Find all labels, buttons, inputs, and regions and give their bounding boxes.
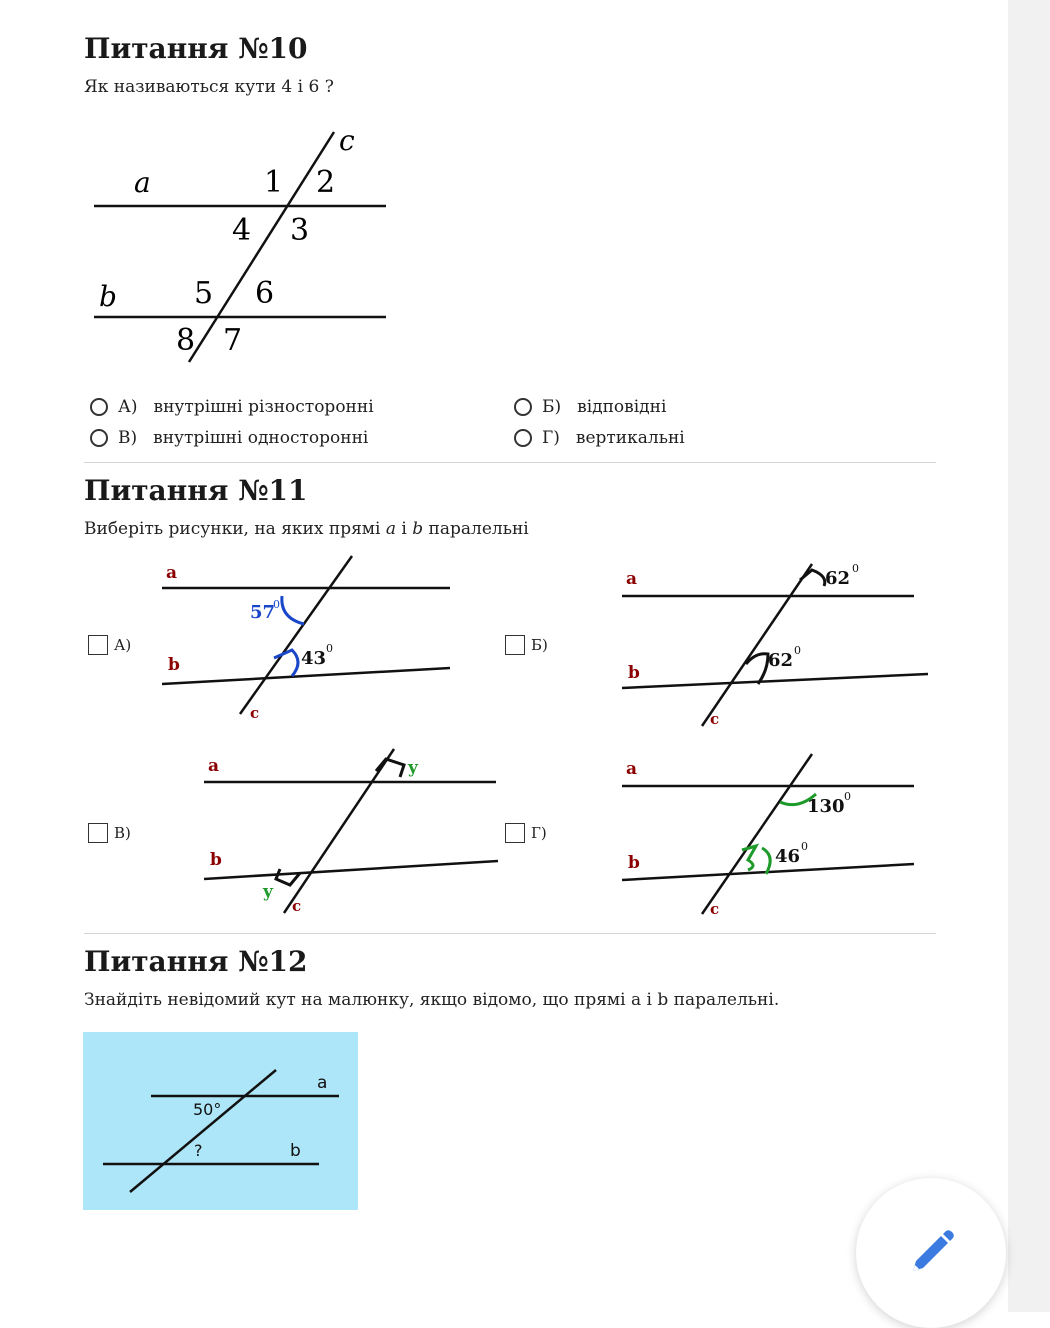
- svg-text:a: a: [208, 756, 220, 776]
- svg-text:c: c: [710, 710, 720, 728]
- q12-title: Питання №12: [84, 945, 308, 978]
- q10-label-4: 4: [232, 213, 252, 248]
- q10-label-6: 6: [255, 276, 275, 311]
- q10-label-3: 3: [290, 213, 310, 248]
- q11-figure-b: [618, 556, 933, 736]
- page-edge: [1008, 0, 1050, 1312]
- q10-label-8: 8: [176, 323, 196, 358]
- svg-text:0: 0: [852, 562, 859, 575]
- radio-icon[interactable]: [514, 398, 532, 416]
- q10-label-c: c: [339, 124, 355, 157]
- pencil-icon: [903, 1225, 959, 1281]
- svg-text:0: 0: [801, 840, 808, 853]
- q10-label-2: 2: [316, 165, 336, 200]
- divider: [84, 933, 936, 934]
- q11-title: Питання №11: [84, 474, 308, 507]
- svg-text:a: a: [317, 1073, 328, 1093]
- svg-text:b: b: [628, 663, 640, 683]
- radio-icon[interactable]: [514, 429, 532, 447]
- svg-text:c: c: [292, 897, 302, 915]
- q10-option-a[interactable]: А) внутрішні різносторонні: [90, 397, 374, 417]
- svg-text:130: 130: [807, 796, 845, 817]
- q10-option-b[interactable]: Б) відповідні: [514, 397, 666, 417]
- svg-text:y: y: [263, 882, 273, 902]
- q10-label-a: a: [134, 166, 151, 199]
- svg-text:a: a: [626, 569, 638, 589]
- q10-title: Питання №10: [84, 32, 308, 65]
- q11-figure-c: [200, 745, 505, 920]
- edit-fab-button[interactable]: [856, 1178, 1006, 1328]
- divider: [84, 462, 936, 463]
- radio-icon[interactable]: [90, 429, 108, 447]
- q11-text: Виберіть рисунки, на яких прямі a і b паралельні: [84, 519, 529, 539]
- svg-text:b: b: [210, 850, 222, 870]
- q11-option-a[interactable]: А): [88, 635, 131, 655]
- checkbox-icon[interactable]: [88, 823, 108, 843]
- q10-label-5: 5: [194, 276, 214, 311]
- svg-text:0: 0: [844, 790, 851, 803]
- q10-figure: [84, 120, 404, 365]
- svg-text:c: c: [710, 900, 720, 918]
- svg-text:0: 0: [326, 642, 333, 655]
- q10-option-c[interactable]: В) внутрішні односторонні: [90, 428, 368, 448]
- checkbox-icon[interactable]: [505, 635, 525, 655]
- q11-figure-d: [618, 750, 933, 925]
- svg-text:?: ?: [194, 1141, 203, 1160]
- q10-text: Як називаються кути 4 і 6 ?: [84, 77, 334, 97]
- checkbox-icon[interactable]: [88, 635, 108, 655]
- q10-label-7: 7: [223, 323, 243, 358]
- q11-option-c[interactable]: В): [88, 823, 131, 843]
- svg-text:b: b: [290, 1141, 301, 1161]
- q11-figure-a: [158, 552, 458, 727]
- svg-text:0: 0: [273, 598, 280, 611]
- svg-text:a: a: [166, 563, 178, 583]
- q11-option-d[interactable]: Г): [505, 823, 547, 843]
- q10-label-1: 1: [264, 165, 284, 200]
- q10-option-d[interactable]: Г) вертикальні: [514, 428, 685, 448]
- q12-text: Знайдіть невідомий кут на малюнку, якщо відомо, що прямі a і b паралельні.: [84, 990, 780, 1010]
- q10-label-b: b: [99, 280, 117, 313]
- svg-text:b: b: [628, 853, 640, 873]
- svg-text:y: y: [408, 758, 418, 778]
- q11-var-b: b: [412, 519, 424, 539]
- svg-text:c: c: [250, 704, 260, 722]
- svg-text:43: 43: [301, 648, 327, 669]
- q11-var-a: a: [385, 519, 397, 539]
- svg-text:a: a: [626, 759, 638, 779]
- svg-text:0: 0: [794, 644, 801, 657]
- svg-text:62: 62: [825, 568, 851, 589]
- svg-text:62: 62: [768, 650, 794, 671]
- q12-figure: [83, 1032, 358, 1210]
- svg-text:b: b: [168, 655, 180, 675]
- svg-text:46: 46: [775, 846, 801, 867]
- radio-icon[interactable]: [90, 398, 108, 416]
- q11-option-b[interactable]: Б): [505, 635, 548, 655]
- checkbox-icon[interactable]: [505, 823, 525, 843]
- svg-text:50°: 50°: [193, 1100, 222, 1119]
- svg-text:57: 57: [250, 602, 276, 623]
